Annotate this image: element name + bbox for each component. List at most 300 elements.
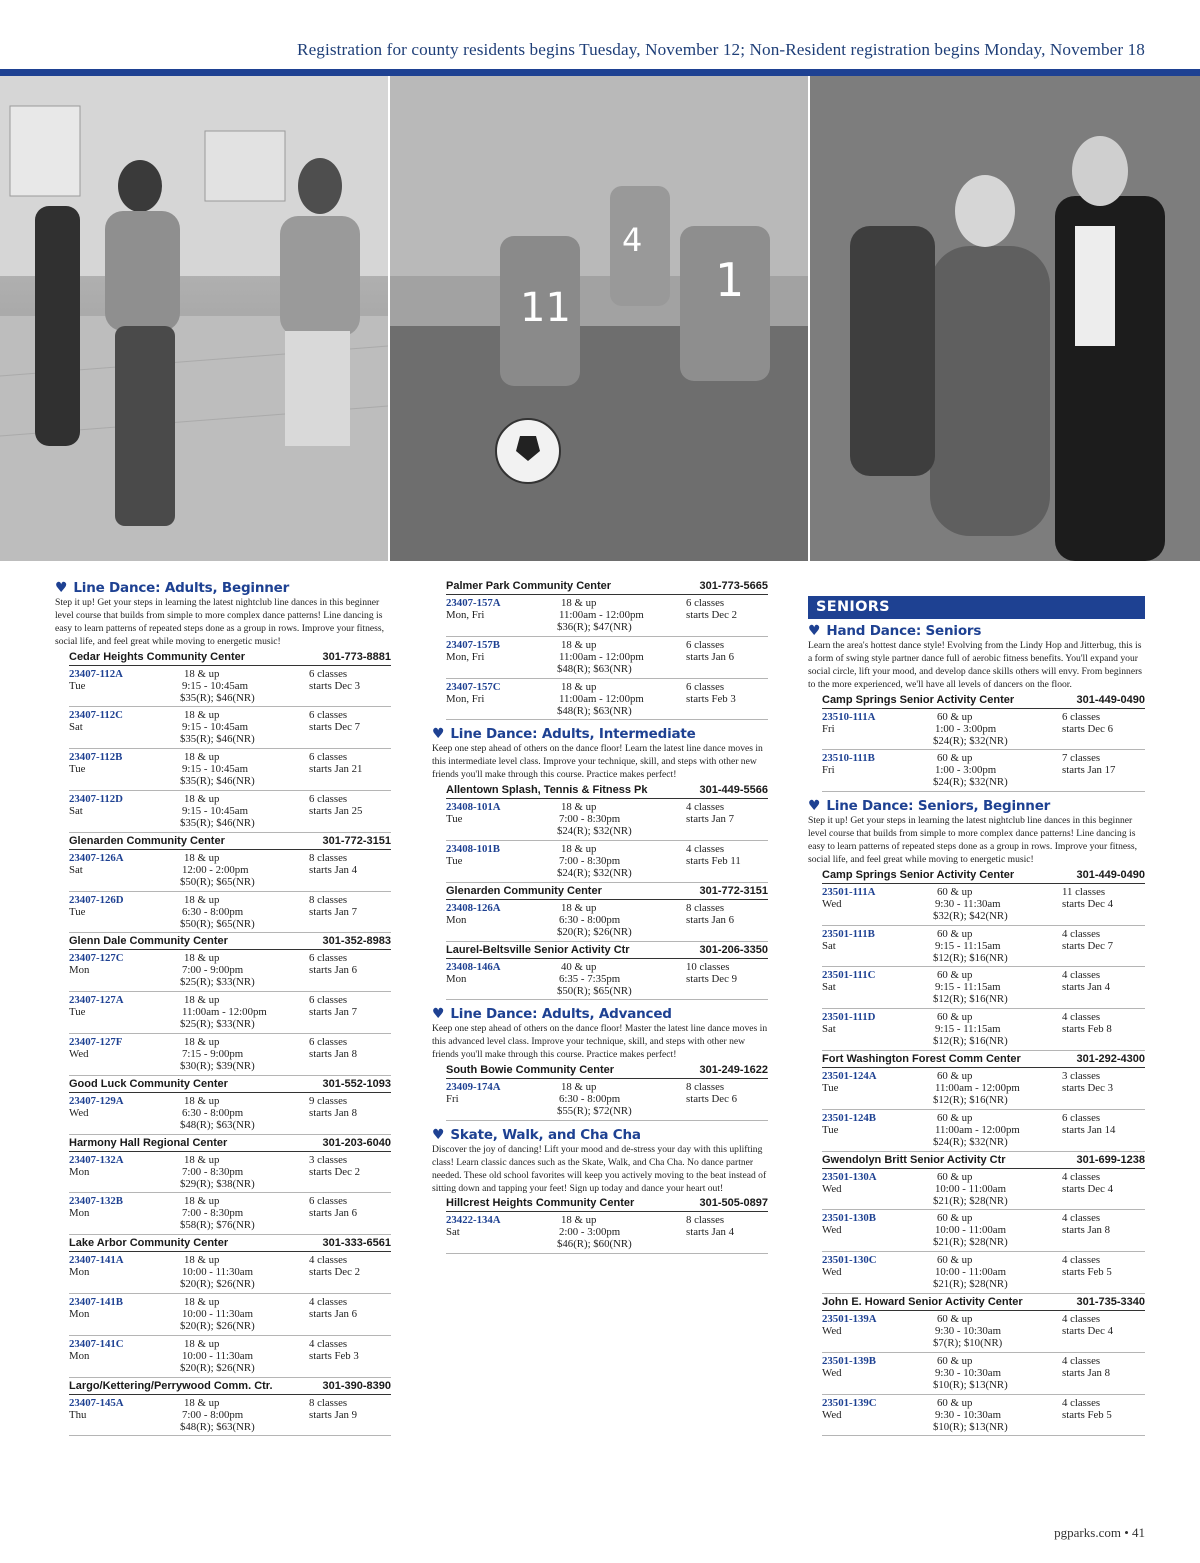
heart-icon: ♥	[55, 580, 68, 596]
class-fee: $32(R); $42(NR)	[933, 909, 1008, 922]
class-start: starts Jan 8	[1062, 1224, 1110, 1237]
class-count: 4 classes	[309, 1295, 348, 1308]
class-listing	[822, 1009, 1145, 1051]
class-days: Thu	[69, 1408, 87, 1421]
class-age: 60 & up	[937, 710, 973, 723]
section-title: ♥ Hand Dance: Seniors	[808, 623, 982, 639]
seniors-category-band: SENIORS	[808, 596, 1145, 619]
class-code[interactable]: 23501-139A	[822, 1313, 877, 1326]
class-code[interactable]: 23510-111B	[822, 752, 875, 765]
class-days: Sat	[822, 939, 836, 952]
class-start: starts Jan 6	[686, 913, 734, 926]
class-start: starts Feb 3	[309, 1349, 359, 1362]
class-fee: $20(R); $26(NR)	[557, 925, 632, 938]
class-start: starts Feb 8	[1062, 1023, 1112, 1036]
class-fee: $48(R); $63(NR)	[557, 704, 632, 717]
class-count: 8 classes	[686, 1081, 725, 1094]
location-list	[432, 1064, 768, 1121]
location-name: Gwendolyn Britt Senior Activity Ctr	[822, 1153, 1006, 1166]
class-start: starts Jan 6	[309, 964, 357, 977]
class-days: Wed	[822, 1408, 842, 1421]
class-count: 4 classes	[686, 801, 725, 814]
class-fee: $30(R); $39(NR)	[180, 1060, 255, 1072]
class-count: 7 classes	[1062, 752, 1101, 765]
class-fee: $7(R); $10(NR)	[933, 1337, 1003, 1350]
class-start: starts Jan 6	[309, 1307, 357, 1320]
class-start: starts Jan 6	[686, 650, 734, 663]
section-title: ♥ Line Dance: Seniors, Beginner	[808, 798, 1051, 815]
class-code[interactable]: 23501-139B	[822, 1354, 876, 1367]
class-age: 18 & up	[184, 1254, 220, 1267]
class-code[interactable]: 23501-111B	[822, 927, 875, 940]
class-listing	[822, 1110, 1145, 1152]
section-description: Learn the area's hottest dance style! Evolving from the Lindy Hop and Jitterbug, this is a form of swing style partner dance full of aerobic fitness benefits. You'll expand your social circle, lift your mood, and develop dance skills others will envy. From beginners to the more experienced, we'll have all levels of dancers on the floor.	[808, 640, 1143, 690]
class-days: Mon	[69, 1266, 90, 1279]
section-line-dance-adults-advanced	[432, 1006, 768, 1121]
class-age: 18 & up	[184, 709, 220, 722]
location-name: Glenn Dale Community Center	[69, 935, 228, 948]
location-phone: 301-772-3151	[322, 834, 391, 847]
location-name: Good Luck Community Center	[69, 1077, 228, 1090]
class-listing	[822, 1068, 1145, 1110]
class-fee: $50(R); $65(NR)	[180, 917, 255, 930]
section-description: Keep one step ahead of others on the dance floor! Master the latest line dance moves in this advanced level class. Improve your technique, skill, and steps with other new friends you'll make through this course. Practice makes perfect!	[432, 1023, 768, 1061]
class-start: starts Jan 6	[309, 1207, 357, 1220]
class-age: 60 & up	[937, 1011, 973, 1024]
class-age: 60 & up	[937, 927, 973, 940]
location-header	[446, 885, 768, 900]
location-block	[446, 944, 768, 1001]
class-code[interactable]: 23408-101B	[446, 842, 500, 855]
class-days: Wed	[822, 1224, 842, 1237]
class-days: Mon	[69, 1207, 90, 1220]
registration-banner-text: Registration for county residents begins Tuesday, November 12; Non-Resident registration begins Monday, November 18	[297, 40, 1145, 59]
class-start: starts Jan 25	[309, 805, 363, 818]
class-code[interactable]: 23407-129A	[69, 1094, 124, 1107]
class-listing	[822, 1169, 1145, 1211]
location-header	[822, 1053, 1145, 1068]
section-title: ♥ Skate, Walk, and Cha Cha	[432, 1126, 641, 1143]
class-fee: $20(R); $26(NR)	[180, 1319, 255, 1332]
class-count: 8 classes	[686, 901, 725, 914]
class-count: 10 classes	[686, 960, 730, 973]
class-listing	[822, 709, 1145, 751]
class-fee: $24(R); $32(NR)	[933, 734, 1008, 747]
class-code[interactable]: 23501-111A	[822, 885, 876, 898]
class-code[interactable]: 23407-132B	[69, 1195, 123, 1208]
class-code[interactable]: 23407-145A	[69, 1396, 124, 1409]
class-listing	[69, 749, 391, 791]
location-header	[69, 1137, 391, 1152]
class-days: Tue	[822, 1123, 839, 1136]
class-count: 3 classes	[1062, 1070, 1101, 1083]
class-days: Fri	[822, 722, 835, 735]
class-age: 60 & up	[937, 969, 973, 982]
class-listing	[69, 950, 391, 992]
class-time: 7:00 - 8:00pm	[182, 1408, 244, 1421]
class-code[interactable]: 23407-126A	[69, 851, 124, 864]
class-age: 18 & up	[184, 1153, 220, 1166]
class-start: starts Dec 7	[309, 721, 360, 734]
class-time: 9:15 - 10:45am	[182, 763, 248, 776]
class-fee: $35(R); $46(NR)	[180, 775, 255, 788]
class-fee: $24(R); $32(NR)	[557, 866, 632, 879]
class-start: starts Jan 8	[1062, 1366, 1110, 1379]
location-phone: 301-206-3350	[699, 943, 768, 956]
class-code[interactable]: 23407-112A	[69, 667, 123, 680]
location-phone: 301-352-8983	[322, 935, 391, 948]
class-age: 18 & up	[561, 1081, 597, 1094]
class-count: 6 classes	[686, 638, 725, 651]
class-listing	[69, 1093, 391, 1135]
class-time: 11:00am - 12:00pm	[935, 1082, 1020, 1095]
class-fee: $35(R); $46(NR)	[180, 691, 255, 704]
page-footer: pgparks.com • 41	[1054, 1525, 1145, 1540]
class-time: 6:30 - 8:00pm	[182, 905, 244, 918]
location-header	[69, 1237, 391, 1252]
section-description: Step it up! Get your steps in learning the latest nightclub line dances in this beginner level course that builds from simple to more complex dance patterns! Line dancing is easy to learn patterns of repeated steps done as a group in rows. Improve your fitness, social life, and feel great while moving to energetic music!	[55, 597, 385, 647]
location-block	[69, 835, 391, 934]
class-time: 10:00 - 11:00am	[935, 1266, 1006, 1279]
class-code[interactable]: 23501-130A	[822, 1170, 877, 1183]
location-name: Cedar Heights Community Center	[69, 650, 246, 663]
class-start: starts Dec 2	[309, 1165, 360, 1178]
location-header	[446, 580, 768, 595]
class-time: 7:00 - 8:30pm	[559, 854, 621, 867]
location-block	[69, 1237, 391, 1377]
class-count: 8 classes	[309, 893, 348, 906]
class-count: 6 classes	[686, 597, 725, 609]
location-list	[808, 869, 1145, 1437]
class-fee: $35(R); $46(NR)	[180, 733, 255, 746]
class-count: 6 classes	[309, 1195, 348, 1208]
class-count: 3 classes	[309, 1153, 348, 1166]
class-code[interactable]: 23407-127F	[69, 1036, 123, 1048]
location-list	[432, 784, 768, 1000]
class-days: Mon	[69, 1307, 90, 1320]
section-title: ♥ Line Dance: Adults, Intermediate	[432, 726, 696, 743]
location-name: Laurel-Beltsville Senior Activity Ctr	[446, 943, 630, 956]
class-listing	[446, 679, 768, 721]
class-listing	[446, 900, 768, 942]
location-block	[69, 1380, 391, 1437]
class-code[interactable]: 23407-132A	[69, 1153, 124, 1166]
location-list	[432, 1197, 768, 1254]
location-phone: 301-735-3340	[1076, 1296, 1145, 1309]
class-code[interactable]: 23407-157B	[446, 638, 500, 651]
class-code[interactable]: 23407-157C	[446, 680, 501, 693]
class-fee: $55(R); $72(NR)	[557, 1105, 632, 1118]
class-code[interactable]: 23510-111A	[822, 710, 876, 723]
class-age: 18 & up	[184, 1094, 220, 1107]
location-list	[55, 651, 391, 1437]
location-block	[69, 1078, 391, 1135]
class-days: Sat	[822, 1023, 836, 1036]
class-start: starts Jan 21	[309, 763, 363, 776]
class-age: 40 & up	[561, 960, 597, 973]
class-days: Mon, Fri	[446, 692, 485, 705]
class-code[interactable]: 23407-112B	[69, 751, 123, 764]
class-code[interactable]: 23407-141A	[69, 1254, 124, 1267]
location-name: Hillcrest Heights Community Center	[446, 1197, 635, 1210]
class-days: Tue	[446, 854, 463, 867]
location-header	[446, 944, 768, 959]
class-fee: $58(R); $76(NR)	[180, 1219, 255, 1232]
class-listing	[69, 666, 391, 708]
class-fee: $24(R); $32(NR)	[933, 776, 1008, 789]
class-listing	[822, 1395, 1145, 1437]
class-age: 18 & up	[184, 793, 220, 806]
class-start: starts Jan 8	[309, 1048, 357, 1060]
class-listing	[69, 1336, 391, 1378]
location-header	[446, 784, 768, 799]
class-days: Wed	[69, 1048, 89, 1060]
section-line-dance-adults-beginner	[55, 580, 391, 1436]
svg-text:4: 4	[622, 221, 643, 259]
class-code[interactable]: 23501-130B	[822, 1212, 876, 1225]
class-listing	[822, 926, 1145, 968]
class-age: 18 & up	[184, 1337, 220, 1350]
class-code[interactable]: 23408-146A	[446, 960, 501, 973]
class-code[interactable]: 23501-124A	[822, 1070, 877, 1083]
class-listing	[822, 1252, 1145, 1294]
class-code[interactable]: 23407-127A	[69, 994, 124, 1007]
class-age: 18 & up	[184, 952, 220, 965]
class-days: Wed	[69, 1106, 89, 1119]
class-code[interactable]: 23407-141C	[69, 1337, 124, 1350]
class-days: Mon	[69, 964, 90, 977]
class-days: Sat	[822, 981, 836, 994]
class-code[interactable]: 23407-112C	[69, 709, 123, 722]
location-block	[822, 694, 1145, 793]
class-age: 60 & up	[937, 885, 973, 898]
section-description: Step it up! Get your steps in learning the latest nightclub line dances in this beginner level course that builds from simple to more complex dance patterns! Line dancing is easy to learn patterns of repeated steps done as a group in rows. Improve your fitness, social life, and feel great while moving to energetic music!	[808, 815, 1138, 865]
class-count: 11 classes	[1062, 885, 1106, 898]
class-count: 4 classes	[309, 1337, 348, 1350]
location-name: Glenarden Community Center	[446, 884, 602, 897]
class-age: 18 & up	[561, 901, 597, 914]
class-time: 9:15 - 10:45am	[182, 679, 248, 692]
section-title: ♥ Line Dance: Adults, Beginner	[55, 580, 290, 596]
section-description: Discover the joy of dancing! Lift your mood and de-stress your day with this uplifting class! Learn classic dances such as the Skate, Walk, and Cha Cha. No dance partner needed. These old school favorites will keep you actively moving to the beat instead of sitting down and tapping your feet! Sign up today and dance your heart out!	[432, 1143, 767, 1194]
class-listing	[69, 1034, 391, 1076]
class-time: 1:00 - 3:00pm	[935, 764, 997, 777]
class-time: 10:00 - 11:00am	[935, 1182, 1006, 1195]
class-listing	[69, 1252, 391, 1294]
svg-text:1: 1	[715, 253, 745, 307]
class-code[interactable]: 23501-111D	[822, 1011, 876, 1024]
class-code[interactable]: 23407-141B	[69, 1295, 123, 1308]
class-start: starts Jan 8	[309, 1106, 357, 1119]
class-time: 7:00 - 9:00pm	[182, 964, 244, 977]
class-time: 11:00am - 12:00pm	[182, 1006, 267, 1019]
class-fee: $21(R); $28(NR)	[933, 1236, 1008, 1249]
class-fee: $20(R); $26(NR)	[180, 1361, 255, 1374]
class-age: 18 & up	[561, 680, 597, 693]
class-fee: $50(R); $65(NR)	[557, 984, 632, 997]
class-age: 60 & up	[937, 1170, 973, 1183]
class-fee: $24(R); $32(NR)	[933, 1135, 1008, 1148]
class-days: Wed	[822, 1182, 842, 1195]
location-header	[822, 1296, 1145, 1311]
location-header	[446, 1197, 768, 1212]
heart-icon: ♥	[432, 1006, 445, 1023]
class-code[interactable]: 23501-139C	[822, 1396, 877, 1409]
class-count: 6 classes	[309, 751, 348, 764]
heart-icon: ♥	[432, 1126, 445, 1143]
class-fee: $48(R); $63(NR)	[180, 1420, 255, 1433]
class-age: 18 & up	[561, 842, 597, 855]
location-list	[808, 694, 1145, 793]
class-listing	[446, 637, 768, 679]
class-count: 9 classes	[309, 1094, 348, 1107]
class-age: 18 & up	[184, 1295, 220, 1308]
photo-kids-soccer	[390, 76, 808, 561]
class-code[interactable]: 23407-127C	[69, 952, 124, 965]
location-header	[69, 835, 391, 850]
location-list	[432, 580, 768, 720]
class-start: starts Jan 4	[1062, 981, 1110, 994]
class-time: 6:30 - 8:00pm	[559, 1093, 621, 1106]
location-phone: 301-249-1622	[699, 1064, 768, 1077]
class-time: 10:00 - 11:30am	[182, 1266, 253, 1279]
location-name: Camp Springs Senior Activity Center	[822, 868, 1015, 881]
class-count: 6 classes	[309, 952, 348, 965]
class-listing	[446, 959, 768, 1001]
class-listing	[446, 1212, 768, 1254]
section-skate-walk-cha-cha	[432, 1127, 768, 1254]
class-age: 60 & up	[937, 1354, 973, 1367]
class-days: Mon	[69, 1165, 90, 1178]
column-3	[808, 596, 1145, 1442]
location-block	[446, 1197, 768, 1254]
class-fee: $21(R); $28(NR)	[933, 1278, 1008, 1291]
class-listing	[69, 892, 391, 934]
class-fee: $12(R); $16(NR)	[933, 1094, 1008, 1107]
location-header	[69, 935, 391, 950]
header-rule	[0, 69, 1200, 76]
class-code[interactable]: 23409-174A	[446, 1081, 501, 1094]
class-listing	[822, 884, 1145, 926]
class-time: 7:15 - 9:00pm	[182, 1048, 244, 1060]
class-listing	[69, 1294, 391, 1336]
class-age: 18 & up	[561, 597, 597, 609]
location-phone: 301-292-4300	[1076, 1053, 1145, 1066]
location-header	[69, 1380, 391, 1395]
location-name: Largo/Kettering/Perrywood Comm. Ctr.	[69, 1379, 273, 1392]
class-count: 8 classes	[309, 1396, 348, 1409]
location-phone: 301-390-8390	[322, 1379, 391, 1392]
class-fee: $12(R); $16(NR)	[933, 993, 1008, 1006]
class-days: Fri	[822, 764, 835, 777]
class-listing	[69, 992, 391, 1034]
class-time: 9:15 - 11:15am	[935, 981, 1001, 994]
section-line-dance-adults-intermediate	[432, 726, 768, 1000]
class-listing	[822, 1311, 1145, 1353]
class-listing	[69, 1395, 391, 1437]
location-block	[69, 935, 391, 1075]
class-time: 7:00 - 8:30pm	[182, 1207, 244, 1220]
class-start: starts Dec 2	[309, 1266, 360, 1279]
class-time: 6:35 - 7:35pm	[559, 972, 621, 985]
class-count: 4 classes	[1062, 1354, 1101, 1367]
class-time: 9:30 - 10:30am	[935, 1366, 1001, 1379]
class-code[interactable]: 23407-126D	[69, 893, 124, 906]
class-start: starts Dec 7	[1062, 939, 1113, 952]
class-code[interactable]: 23408-126A	[446, 901, 501, 914]
location-phone: 301-552-1093	[322, 1077, 391, 1090]
class-age: 18 & up	[184, 1036, 220, 1048]
class-start: starts Dec 4	[1062, 1325, 1113, 1338]
location-phone: 301-449-5566	[699, 784, 768, 797]
class-time: 12:00 - 2:00pm	[182, 863, 249, 876]
class-days: Wed	[822, 1266, 842, 1279]
class-code[interactable]: 23501-124B	[822, 1111, 876, 1124]
section-title: ♥ Line Dance: Adults, Advanced	[432, 1006, 672, 1023]
heart-icon: ♥	[808, 798, 821, 815]
class-days: Wed	[822, 897, 842, 910]
class-code[interactable]: 23407-112D	[69, 793, 123, 806]
class-start: starts Jan 9	[309, 1408, 357, 1421]
class-listing	[822, 1210, 1145, 1252]
location-block	[822, 869, 1145, 1051]
class-count: 6 classes	[309, 709, 348, 722]
class-time: 9:30 - 11:30am	[935, 897, 1001, 910]
page-header	[0, 0, 1200, 70]
class-days: Tue	[69, 679, 86, 692]
class-listing	[822, 750, 1145, 792]
class-time: 1:00 - 3:00pm	[935, 722, 997, 735]
class-count: 4 classes	[1062, 969, 1101, 982]
class-age: 60 & up	[937, 1212, 973, 1225]
class-code[interactable]: 23407-157A	[446, 597, 501, 609]
class-listing	[69, 1152, 391, 1194]
class-fee: $50(R); $65(NR)	[180, 875, 255, 888]
class-fee: $36(R); $47(NR)	[557, 621, 632, 633]
location-name: Camp Springs Senior Activity Center	[822, 693, 1015, 706]
class-code[interactable]: 23501-111C	[822, 969, 876, 982]
class-listing	[446, 841, 768, 883]
location-name: John E. Howard Senior Activity Center	[822, 1296, 1023, 1309]
class-start: starts Jan 4	[686, 1226, 734, 1239]
class-days: Sat	[69, 863, 83, 876]
location-phone: 301-773-8881	[322, 650, 391, 663]
location-phone: 301-772-3151	[699, 884, 768, 897]
class-code[interactable]: 23408-101A	[446, 801, 501, 814]
class-count: 4 classes	[1062, 1011, 1101, 1024]
class-fee: $25(R); $33(NR)	[180, 1018, 255, 1031]
class-listing	[446, 595, 768, 637]
class-listing	[69, 850, 391, 892]
class-age: 60 & up	[937, 752, 973, 765]
class-days: Sat	[69, 721, 83, 734]
class-code[interactable]: 23501-130C	[822, 1254, 877, 1267]
location-header	[446, 1064, 768, 1079]
class-fee: $10(R); $13(NR)	[933, 1378, 1008, 1391]
class-listing	[822, 1353, 1145, 1395]
location-name: Harmony Hall Regional Center	[69, 1136, 228, 1149]
class-time: 7:00 - 8:30pm	[182, 1165, 244, 1178]
location-block	[446, 784, 768, 883]
class-count: 4 classes	[1062, 1254, 1101, 1267]
class-start: starts Feb 5	[1062, 1266, 1112, 1279]
class-fee: $29(R); $38(NR)	[180, 1177, 255, 1190]
class-code[interactable]: 23422-134A	[446, 1214, 501, 1227]
class-count: 6 classes	[686, 680, 725, 693]
class-time: 9:30 - 10:30am	[935, 1408, 1001, 1421]
location-phone: 301-773-5665	[699, 580, 768, 592]
class-days: Mon	[69, 1349, 90, 1362]
